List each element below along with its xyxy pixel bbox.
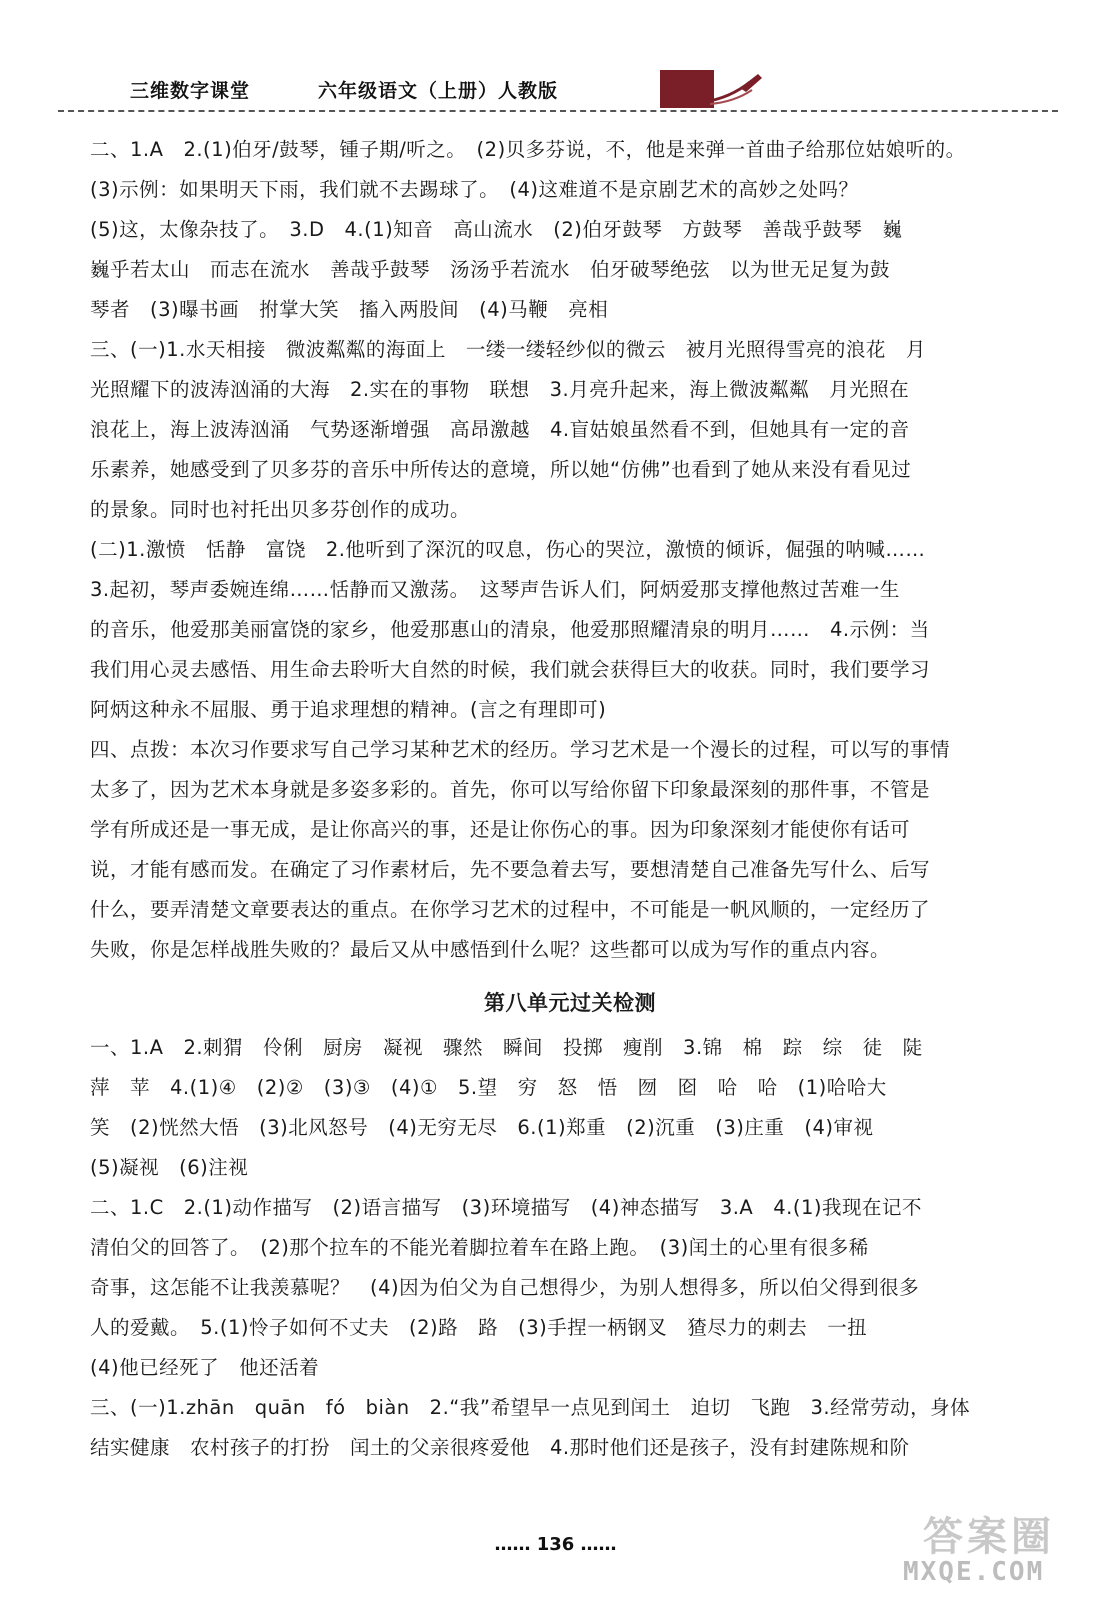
text-line: 清伯父的回答了。 (2)那个拉车的不能光着脚拉着车在路上跑。 (3)闰土的心里有很多稀 <box>90 1236 869 1259</box>
text-line: 乐素养，她感受到了贝多芬的音乐中所传达的意境，所以她“仿佛”也看到了她从来没有看见过 <box>90 458 912 481</box>
rocket-icon <box>700 68 770 108</box>
text-line: 的音乐，他爱那美丽富饶的家乡，他爱那惠山的清泉，他爱那照耀清泉的明月…… 4.示例：当 <box>90 618 930 641</box>
answer-content <box>90 130 1050 1468</box>
text-line: 光照耀下的波涛汹涌的大海 2.实在的事物 联想 3.月亮升起来，海上微波粼粼 月光照在 <box>90 378 910 401</box>
watermark-title: 答案圈 <box>923 1514 1055 1560</box>
watermark <box>895 1505 1095 1595</box>
header-divider <box>58 110 1058 112</box>
page-number: …… 136 …… <box>494 1534 617 1555</box>
text-line: 太多了，因为艺术本身就是多姿多彩的。首先，你可以写给你留下印象最深刻的那件事，不管是 <box>90 778 931 801</box>
text-line: (5)这，太像杂技了。 3.D 4.(1)知音 高山流水 (2)伯牙鼓琴 方鼓琴 善哉乎鼓琴 巍 <box>90 218 903 241</box>
page-header <box>0 72 1111 112</box>
text-line: 什么，要弄清楚文章要表达的重点。在你学习艺术的过程中，不可能是一帆风顺的，一定经历了 <box>90 898 931 921</box>
text-line: 阿炳这种永不屈服、勇于追求理想的精神。(言之有理即可) <box>90 698 607 721</box>
text-line: 学有所成还是一事无成，是让你高兴的事，还是让你伤心的事。因为印象深刻才能使你有话可 <box>90 818 911 841</box>
text-line: 我们用心灵去感悟、用生命去聆听大自然的时候，我们就会获得巨大的收获。同时，我们要学习 <box>90 658 931 681</box>
text-line: 失败，你是怎样战胜失败的？最后又从中感悟到什么呢？这些都可以成为写作的重点内容。 <box>90 938 891 961</box>
text-line: (4)他已经死了 他还活着 <box>90 1356 320 1379</box>
text-line: 四、点拨：本次习作要求写自己学习某种艺术的经历。学习艺术是一个漫长的过程，可以写的事情 <box>90 738 951 761</box>
text-line: 三、(一)1.水天相接 微波粼粼的海面上 一缕一缕轻纱似的微云 被月光照得雪亮的浪花 月 <box>90 338 926 361</box>
text-line: 人的爱戴。 5.(1)怜子如何不丈夫 (2)路 路 (3)手捏一柄钢叉 猹尽力的刺去 一扭 <box>90 1316 868 1339</box>
text-line: 奇事，这怎能不让我羡慕呢？ (4)因为伯父为自己想得少，为别人想得多，所以伯父得到很多 <box>90 1276 920 1299</box>
text-line: 二、1.C 2.(1)动作描写 (2)语言描写 (3)环境描写 (4)神态描写 3.A 4.(1)我现在记不 <box>90 1196 922 1219</box>
text-line: (5)凝视 (6)注视 <box>90 1156 249 1179</box>
text-line: (3)示例：如果明天下雨，我们就不去踢球了。 (4)这难道不是京剧艺术的高妙之处吗？ <box>90 178 859 201</box>
text-line: 萍 苹 4.(1)④ (2)② (3)③ (4)① 5.望 穷 怒 悟 囫 囵 哈 哈 (1)哈哈大 <box>90 1076 887 1099</box>
text-line: (二)1.激愤 恬静 富饶 2.他听到了深沉的叹息，伤心的哭泣，激愤的倾诉，倔强的呐喊…… <box>90 538 926 561</box>
text-line: 二、1.A 2.(1)伯牙/鼓琴，锺子期/听之。 (2)贝多芬说，不，他是来弹一首曲子给那位姑娘听的。 <box>90 138 966 161</box>
text-line: 三、(一)1.zhān quān fó biàn 2.“我”希望早一点见到闰土 迫切 飞跑 3.经常劳动，身体 <box>90 1396 971 1419</box>
book-series-title: 三维数字课堂 <box>130 80 251 102</box>
watermark-url: MXQE.COM <box>903 1557 1045 1587</box>
text-line: 琴者 (3)曝书画 拊掌大笑 搐入两股间 (4)马鞭 亮相 <box>90 298 609 321</box>
text-line: 浪花上，海上波涛汹涌 气势逐渐增强 高昂激越 4.盲姑娘虽然看不到，但她具有一定的音 <box>90 418 910 441</box>
text-line: 3.起初，琴声委婉连绵……恬静而又激荡。 这琴声告诉人们，阿炳爱那支撑他熬过苦难一生 <box>90 578 900 601</box>
text-line: 的景象。同时也衬托出贝多芬创作的成功。 <box>90 498 471 521</box>
text-line: 说，才能有感而发。在确定了习作素材后，先不要急着去写，要想清楚自己准备先写什么、后写 <box>90 858 931 881</box>
section-title: 第八单元过关检测 <box>484 991 656 1015</box>
text-line: 巍乎若太山 而志在流水 善哉乎鼓琴 汤汤乎若流水 伯牙破琴绝弦 以为世无足复为鼓 <box>90 258 891 281</box>
book-title: 六年级语文（上册）人教版 <box>318 80 559 102</box>
text-line: 笑 (2)恍然大悟 (3)北风怒号 (4)无穷无尽 6.(1)郑重 (2)沉重 (3)庄重 (4)审视 <box>90 1116 874 1139</box>
text-line: 一、1.A 2.刺猬 伶俐 厨房 凝视 骤然 瞬间 投掷 瘦削 3.锦 棉 踪 综 徒 陡 <box>90 1036 923 1059</box>
text-line: 结实健康 农村孩子的打扮 闰土的父亲很疼爱他 4.那时他们还是孩子，没有封建陈规和阶 <box>90 1436 910 1459</box>
